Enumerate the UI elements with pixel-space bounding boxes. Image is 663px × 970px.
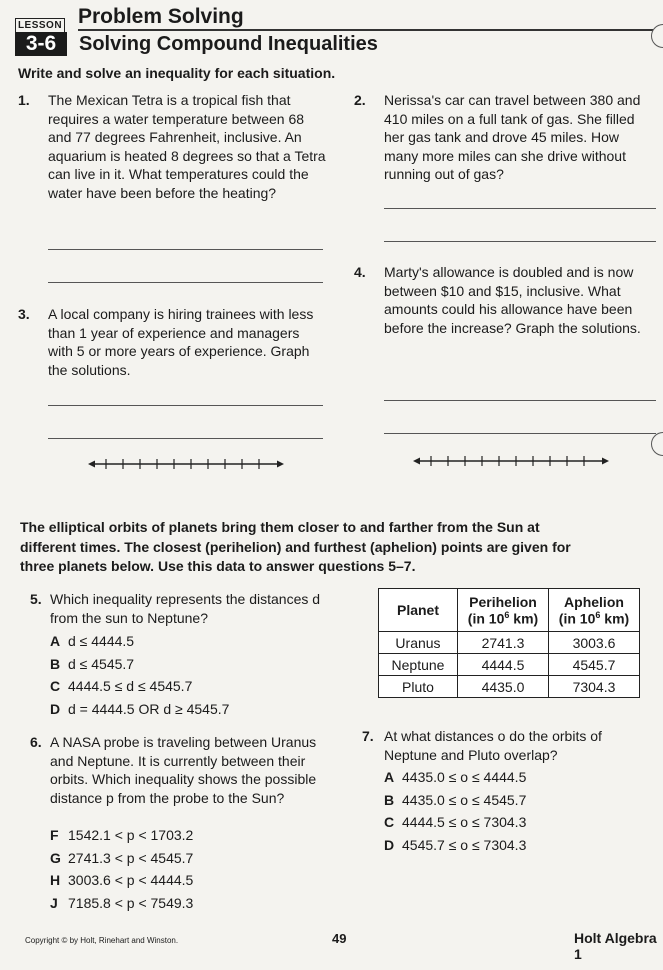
question-6: [30, 733, 330, 807]
page-number: 49: [332, 931, 347, 946]
choice-g[interactable]: G 2741.3 < p < 4545.7: [50, 849, 194, 866]
answer-line[interactable]: [384, 400, 656, 401]
copyright: Copyright © by Holt, Rinehart and Winston.: [25, 936, 179, 945]
table-row: [379, 654, 640, 676]
problem-number: 3.: [18, 306, 30, 322]
problem-2: [354, 91, 654, 184]
answer-line[interactable]: [384, 241, 656, 242]
number-line-icon[interactable]: [413, 452, 613, 470]
table-header-row: [379, 589, 640, 632]
problem-number: 2.: [354, 92, 366, 108]
table-header: Perihelion (in $10^6$ km): [458, 589, 549, 632]
binder-hole-icon: [651, 432, 663, 456]
book-title: Holt Algebra 1: [574, 930, 657, 962]
choice-h[interactable]: H 3003.6 < p < 4444.5: [50, 872, 194, 888]
question-7: [362, 727, 652, 764]
table-cell: 2741.3: [458, 632, 549, 654]
table-cell: 4444.5: [458, 654, 549, 676]
instructions: Write and solve an inequality for each situation.: [18, 65, 336, 81]
lesson-label: LESSON: [15, 18, 65, 33]
number-line-icon[interactable]: [88, 455, 288, 473]
choice-b[interactable]: B d ≤ 4545.7: [50, 655, 135, 672]
problem-number: 5.: [30, 591, 42, 607]
choice-c[interactable]: C 4444.5 ≤ o ≤ 7304.3: [384, 814, 527, 830]
planet-table: [378, 588, 640, 698]
problem-text: A local company is hiring trainees with less than 1 year of experience and managers with 5 or more years of experience. Graph the solutions.: [48, 306, 314, 378]
problem-4: [354, 263, 654, 337]
table-header: Aphelion (in $10^6$ km): [549, 589, 640, 632]
table-row: [379, 632, 640, 654]
answer-line[interactable]: [48, 249, 323, 250]
choice-f[interactable]: F 1542.1 < p < 1703.2: [50, 827, 194, 843]
answer-line[interactable]: [48, 282, 323, 283]
problem-3: [18, 305, 328, 379]
lesson-number: 3-6: [15, 32, 67, 56]
problem-number: 4.: [354, 264, 366, 280]
problem-number: 6.: [30, 734, 42, 750]
answer-line[interactable]: [48, 438, 323, 439]
choice-d[interactable]: D 4545.7 ≤ o ≤ 7304.3: [384, 836, 527, 853]
table-cell: Pluto: [379, 676, 458, 698]
problem-text: At what distances o do the orbits of Neptune and Pluto overlap?: [384, 728, 602, 763]
header-rule: [78, 29, 653, 31]
table-cell: 4435.0: [458, 676, 549, 698]
page-title: Problem Solving: [78, 5, 244, 28]
table-cell: Neptune: [379, 654, 458, 676]
choice-a[interactable]: A d ≤ 4444.5: [50, 633, 135, 649]
choice-list: [384, 766, 654, 856]
answer-line[interactable]: [48, 405, 323, 406]
table-cell: 7304.3: [549, 676, 640, 698]
problem-number: 7.: [362, 728, 374, 744]
table-cell: Uranus: [379, 632, 458, 654]
problem-text: Marty's allowance is doubled and is now between $10 and $15, inclusive. What amounts could his allowance have been before the increase? Graph the solutions.: [384, 264, 641, 336]
table-row: [379, 676, 640, 698]
problem-text: Which inequality represents the distances d from the sun to Neptune?: [50, 591, 321, 626]
table-cell: 4545.7: [549, 654, 640, 676]
problem-text: The Mexican Tetra is a tropical fish that requires a water temperature between 68 and 77 degrees Fahrenheit, inclusive. An aquarium is heated 8 degrees so that a Tetra can live in it. What temperatures could the water have been before the heating?: [48, 92, 326, 201]
problem-1: [18, 91, 328, 202]
choice-a[interactable]: A 4435.0 ≤ o ≤ 4444.5: [384, 769, 527, 785]
choice-b[interactable]: B 4435.0 ≤ o ≤ 4545.7: [384, 791, 527, 808]
table-header: Planet: [379, 589, 458, 632]
problem-text: Nerissa's car can travel between 380 and 410 miles on a full tank of gas. She filled her gas tank and drove 45 miles. How many more miles can she drive without running out of gas?: [384, 92, 641, 182]
problem-number: 1.: [18, 92, 30, 108]
problem-text: A NASA probe is traveling between Uranus and Neptune. It is currently between their orbits. Which inequality shows the possible distance p from the probe to the Sun?: [50, 734, 317, 806]
choice-j[interactable]: J 7185.8 < p < 7549.3: [50, 894, 194, 911]
answer-line[interactable]: [384, 208, 656, 209]
answer-line[interactable]: [384, 433, 656, 434]
choice-list: [50, 630, 350, 720]
section-intro: The elliptical orbits of planets bring them closer to and farther from the Sun at different times. The closest (perihelion) and furthest (aphelion) points are given for three planets below. Use this data to answer questions 5–7.: [20, 519, 571, 574]
binder-hole-icon: [651, 24, 663, 48]
choice-c[interactable]: C 4444.5 ≤ d ≤ 4545.7: [50, 678, 193, 694]
choice-d[interactable]: D d = 4444.5 OR d ≥ 4545.7: [50, 700, 230, 717]
page-subtitle: Solving Compound Inequalities: [79, 33, 378, 55]
table-cell: 3003.6: [549, 632, 640, 654]
question-5: [30, 590, 350, 627]
choice-list: [50, 824, 350, 914]
